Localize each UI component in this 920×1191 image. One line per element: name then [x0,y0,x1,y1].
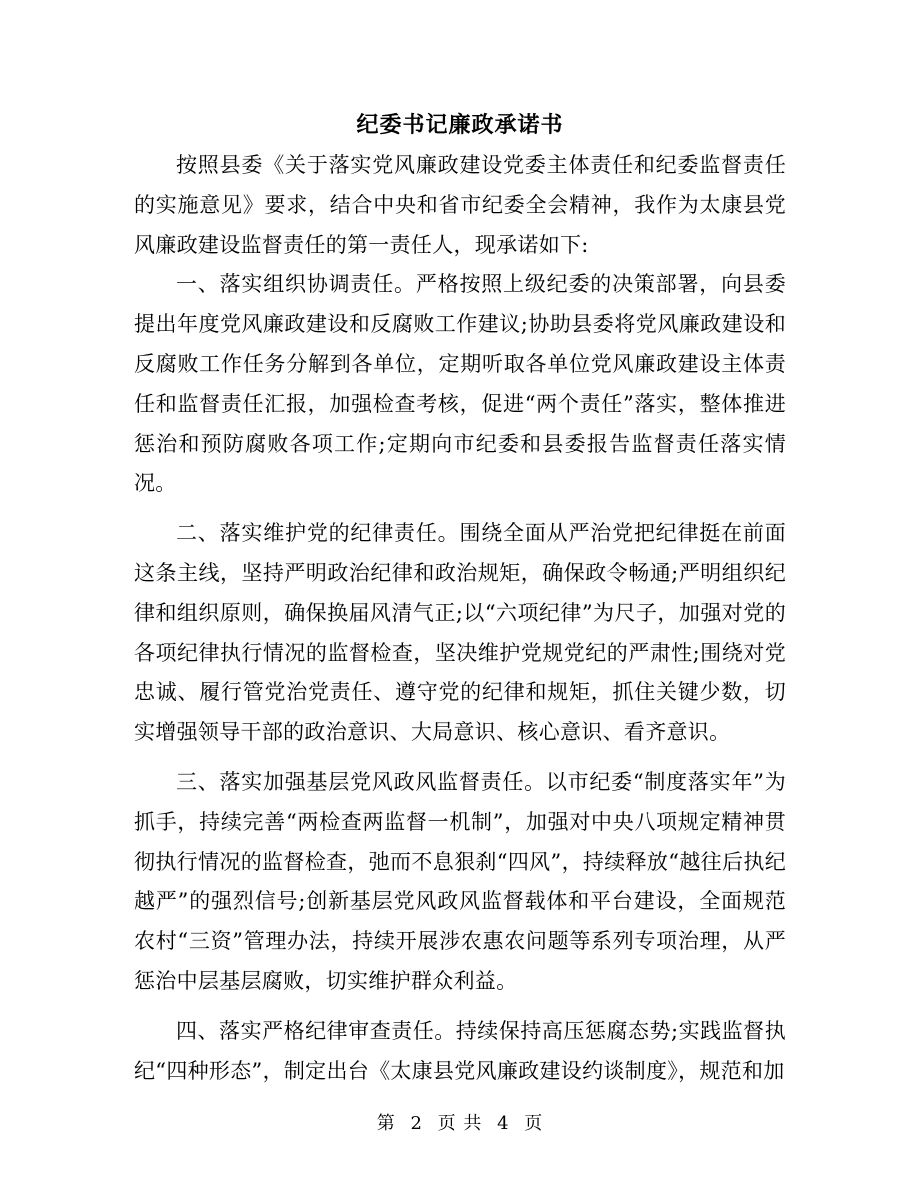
paragraph-item-4: 四、落实严格纪律审查责任。持续保持高压惩腐态势;实践监督执纪“四种形态”，制定出台《太康县党风廉政建设约谈制度》，规范和加 [134,1018,786,1083]
paragraph-item-2: 二、落实维护党的纪律责任。围绕全面从严治党把纪律挺在前面这条主线，坚持严明政治纪律和政治规矩，确保政令畅通;严明组织纪律和组织原则，确保换届风清气正;以“六项纪律”为尺子，加强对党的各项纪律执行情况的监督检查，坚决维护党规党纪的严肃性;围绕对党忠诚、履行管党治党责任、遵守党的纪律和规矩，抓住关键少数，切实增强领导干部的政治意识、大局意识、核心意识、看齐意识。 [134,521,786,745]
page-middle: 页 共 [437,1113,483,1134]
page-prefix: 第 [376,1113,396,1134]
page-suffix: 页 [524,1113,544,1134]
paragraph-intro: 按照县委《关于落实党风廉政建设党委主体责任和纪委监督责任的实施意见》要求，结合中央和省市纪委全会精神，我作为太康县党风廉政建设监督责任的第一责任人，现承诺如下: [134,153,786,257]
document-body [134,146,786,1091]
paragraph-item-3: 三、落实加强基层党风政风监督责任。以市纪委“制度落实年”为抓手，持续完善“两检查两监督一机制”，加强对中央八项规定精神贯彻执行情况的监督检查，弛而不息狠刹“四风”，持续释放“越往后执纪越严”的强烈信号;创新基层党风政风监督载体和平台建设，全面规范农村“三资”管理办法，持续开展涉农惠农问题等系列专项治理，从严惩治中层基层腐败，切实维护群众利益。 [134,769,786,993]
paragraph-item-1: 一、落实组织协调责任。严格按照上级纪委的决策部署，向县委提出年度党风廉政建设和反腐败工作建议;协助县委将党风廉政建设和反腐败工作任务分解到各单位，定期听取各单位党风廉政建设主体责任和监督责任汇报，加强检查考核，促进“两个责任”落实，整体推进惩治和预防腐败各项工作;定期向市纪委和县委报告监督责任落实情况。 [134,272,786,496]
page-number: 2 [410,1113,423,1134]
page-total: 4 [497,1113,510,1134]
page-footer [0,1110,920,1138]
document-title: 纪委书记廉政承诺书 [356,112,564,138]
